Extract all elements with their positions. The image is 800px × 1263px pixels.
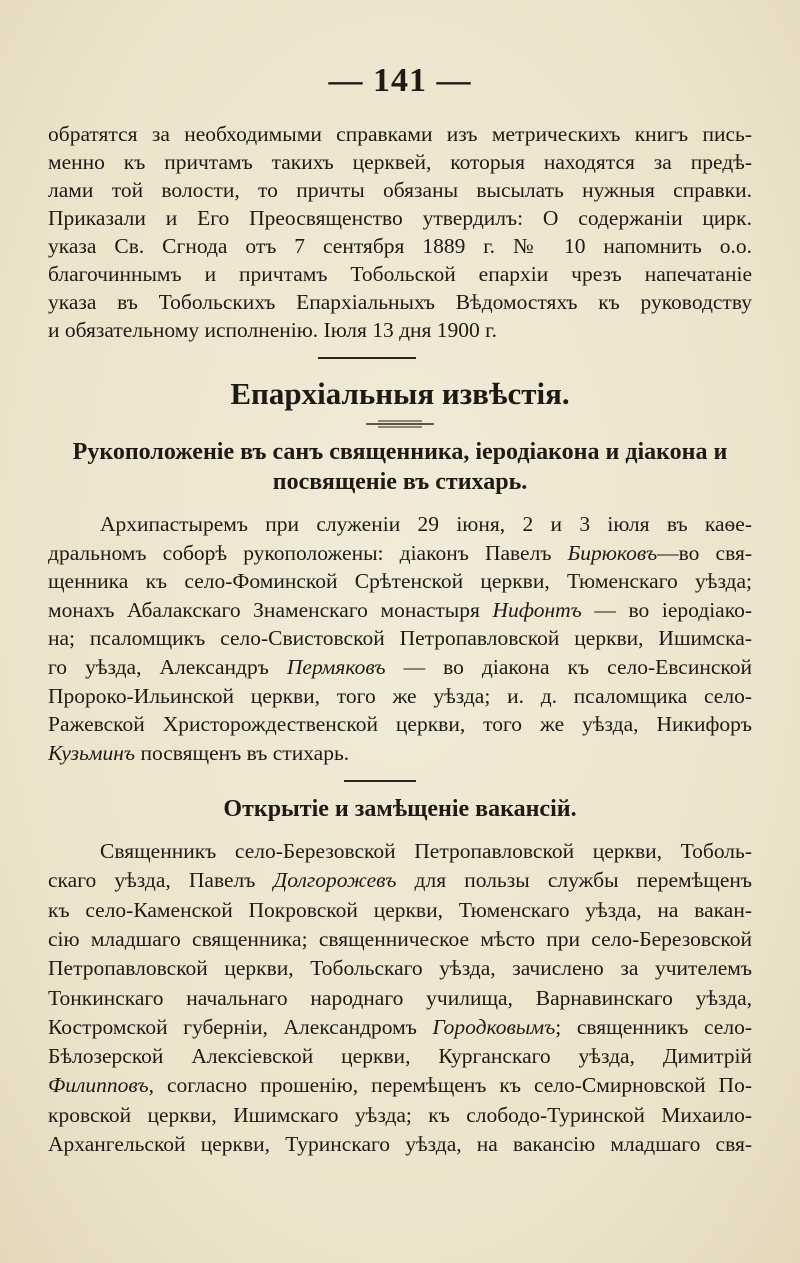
vacancies-heading: Открытіе и замѣщеніе вакансій. [223,796,577,822]
text-line: Архипастыремъ при служеніи 29 іюня, 2 и 3 іюля въ каѳе- [100,512,752,536]
text-line: монахъ Абалакскаго Знаменскаго монастыря Нифонтъ — во іеродіако- [48,597,752,622]
text-line: Тонкинскаго начальнаго народнаго училища, Варнавинскаго уѣзда, [48,985,752,1010]
text-line: обратятся за необходимыми справками изъ метрическихъ книгъ пись- [48,122,752,146]
ornament-divider [364,420,436,428]
text-line: на; псаломщикъ село-Свистовской Петропавловской церкви, Ишимска- [48,626,752,651]
text-line: и обязательному исполненію. Іюля 13 дня 1900 г. [48,318,497,342]
text-line: благочиннымъ и причтамъ Тобольской епархіи чрезъ напечатаніе [48,262,752,286]
text-line: Пророко-Ильинской церкви, того же уѣзда; и. д. псаломщика село- [48,683,752,708]
text-line: дральномъ соборѣ рукоположены: діаконъ Павелъ Бирюковъ—во свя- [48,540,752,565]
text-line: сію младшаго священника; священническое мѣсто при село-Березовской [48,926,752,951]
text-line: къ село-Каменской Покровской церкви, Тюменскаго уѣзда, на вакан- [48,897,752,922]
text-line: Архангельской церкви, Туринскаго уѣзда, на вакансію младшаго свя- [48,1132,752,1156]
text-line: лами той волости, то причты обязаны высылать нужныя справки. [48,178,752,202]
italic-name: Долгорожевъ [273,868,397,893]
text-line: Костромской губерніи, Александромъ Городковымъ; священникъ село- [48,1014,752,1039]
italic-name: Бирюковъ [567,540,658,565]
text-line: Кузьминъ посвященъ въ стихарь. [48,740,350,765]
text-line: Петропавловской церкви, Тобольскаго уѣзда, зачислено за учителемъ [48,956,752,981]
text-line: Ражевской Христорождественской церкви, того же уѣзда, Никифоръ [48,712,752,737]
text-line: указа Св. Сгнода отъ 7 сентября 1889 г. № 10 напомнить о.о. [48,234,752,258]
italic-name: Городковымъ [432,1014,556,1039]
text-line: указа въ Тобольскихъ Епархіальныхъ Вѣдомостяхъ къ руководству [48,290,752,314]
section-title: Епархіальныя извѣстія. [230,376,570,411]
ordination-heading-line-1: Рукоположеніе въ санъ священника, іеродіакона и діакона и [72,439,728,465]
text-line: Филипповъ, согласно прошенію, перемѣщенъ къ село-Смирновской По- [48,1073,752,1098]
section-divider [344,780,416,782]
italic-name: Пермяковъ [286,655,386,679]
text-line: менно къ причтамъ такихъ церквей, которыя находятся за предѣ- [48,150,752,174]
page-number: — 141 — [328,62,472,99]
text-line: Бѣлозерской Алексіевской церкви, Курганскаго уѣзда, Димитрій [48,1044,752,1069]
text-line: щенника къ село-Фоминской Срѣтенской церкви, Тюменскаго уѣзда; [48,569,752,594]
text-line: Священникъ село-Березовской Петропавловской церкви, Тоболь- [100,839,752,863]
italic-name: Филипповъ [48,1073,149,1098]
italic-name: Нифонтъ [492,597,582,622]
text-line: Приказали и Его Преосвященство утвердилъ: О содержаніи цирк. [48,206,752,230]
text-line: го уѣзда, Александръ Пермяковъ — во діакона къ село-Евсинской [48,655,752,679]
section-divider [318,357,416,359]
ordination-heading-line-2: посвященіе въ стихарь. [272,469,528,495]
text-line: кровской церкви, Ишимскаго уѣзда; къ слободо-Туринской Михаило- [48,1102,752,1127]
text-line: скаго уѣзда, Павелъ Долгорожевъ для пользы службы перемѣщенъ [48,868,752,893]
italic-name: Кузьминъ [48,740,136,765]
